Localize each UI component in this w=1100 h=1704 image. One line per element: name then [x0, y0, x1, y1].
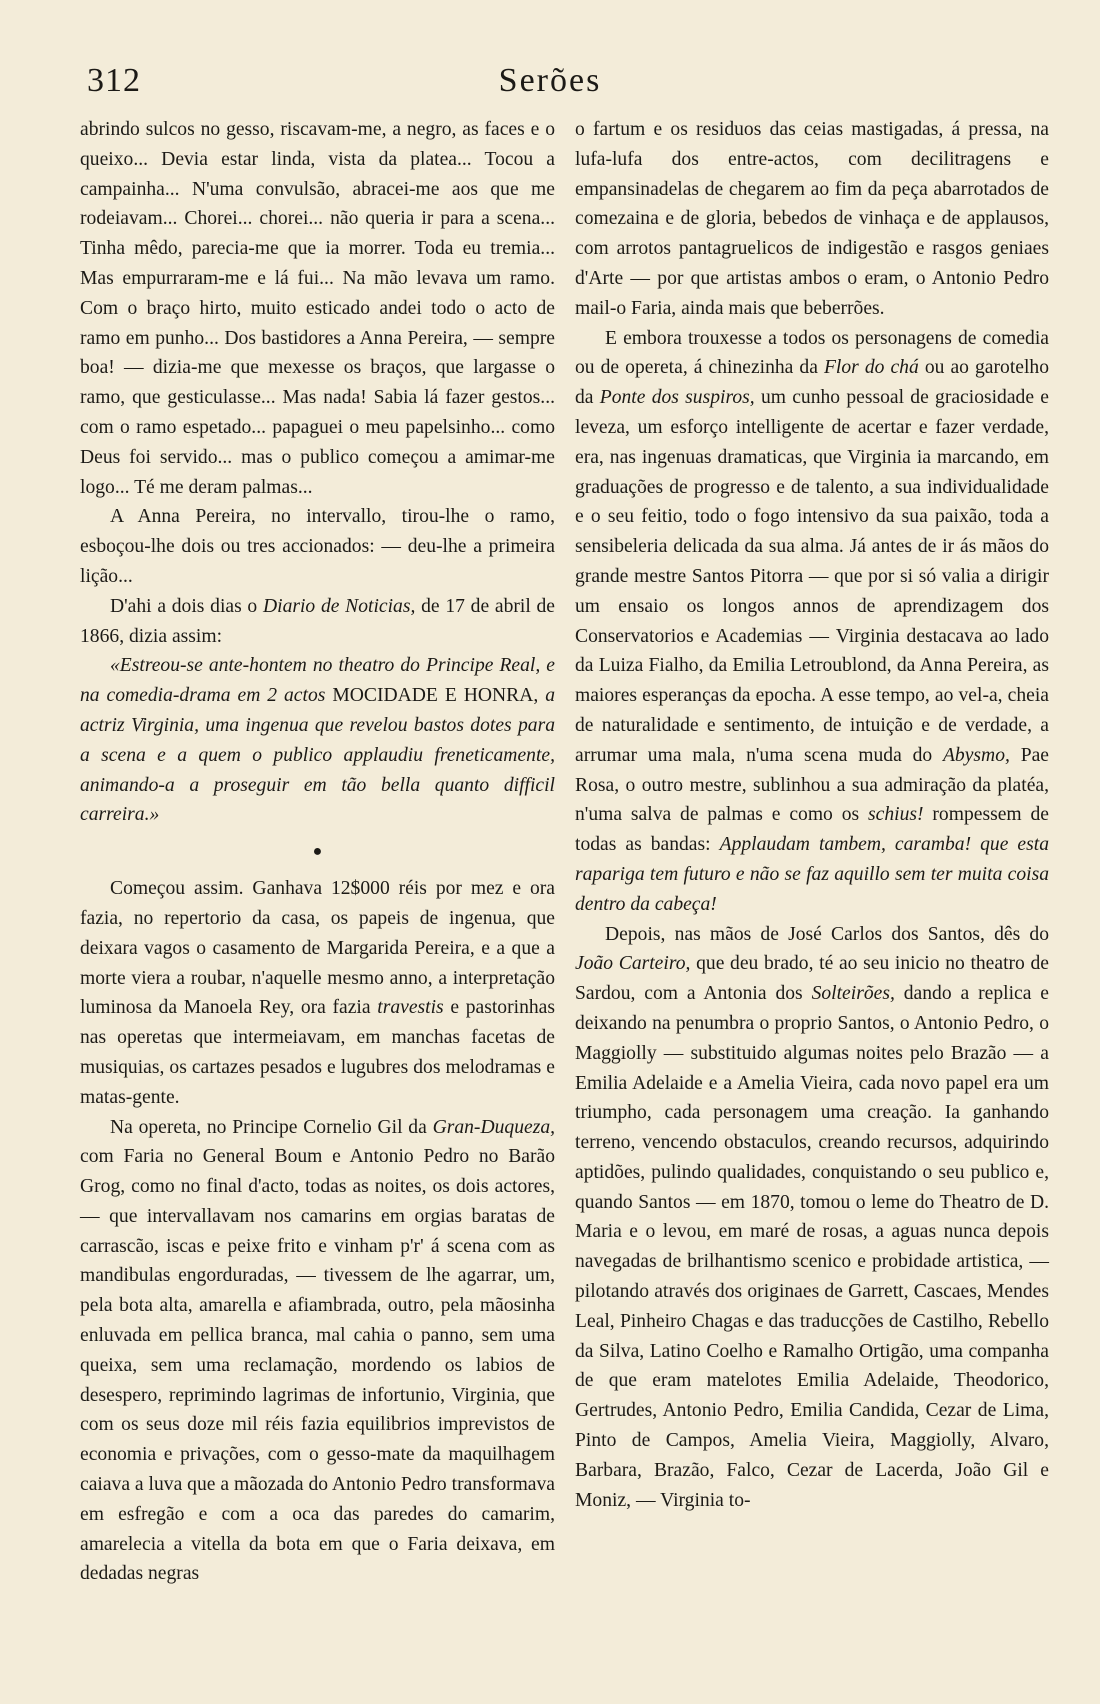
text-run: A Anna Pereira, no intervallo, tirou-lhe o ramo, esboçou-lhe dois ou tres accionados: — deu-lhe a primeira lição... [80, 506, 555, 587]
play-title: Gran-Duqueza, [432, 1116, 556, 1138]
text-run: rompessem de todas as bandas: [575, 804, 1050, 856]
text-run: E embora trouxesse a todos os personagens de comedia ou de opereta, á chinezinha da [575, 327, 1049, 379]
text-run: D'ahi a dois dias o [110, 595, 258, 617]
paragraph [80, 502, 555, 591]
paragraph: o fartum e os residuos das ceias mastigadas, á pressa, na lufa-lufa dos entre-actos, com decilitragens e empansinadelas de chegarem ao fim da peça abarrotados de comezaina e de gloria, bebedos de vinhaça e de applausos, com arrotos pantagruelicos de indigestão e rasgos geniaes d'Arte — por que artistas ambos o eram, o Antonio Pedro mail-o Faria, ainda mais que beberrões. [575, 119, 1049, 319]
italic-term: schius! [868, 804, 924, 826]
play-title: Abysmo, [942, 744, 1010, 766]
text-run: de 17 de abril de 1866, dizia assim: [80, 595, 556, 647]
play-title: Solteirões, [811, 983, 895, 1005]
text-run: «Estreou-se ante-hontem no theatro do Principe Real, e na comedia-drama em 2 actos [80, 655, 555, 707]
text-run: um cunho pessoal de graciosidade e leveza, um esforço intelligente de acertar e fazer verdade, era, nas ingenuas dramaticas, que Virginia ia marcando, em graduações de progresso e de talento, a sua individualidade e o seu feitio, todo o fogo intensivo da sua paixão, toda a sensibeleria delicada da sua alma. Já antes de ir ás mãos do grande mestre Santos Pitorra — que por si só valia a dirigir um ensaio os longos annos de aprendizagem dos Conservatorios e Academias — Virginia destacava ao lado da Luiza Fialho, da Emilia Letroublond, da Anna Pereira, as maiores esperanças da epocha. A esse tempo, ao vel-a, cheia de naturalidade e sentimento, de intuição e de verdade, a arrumar uma mala, n'uma scena muda do [575, 387, 1049, 766]
running-title: Serões [498, 62, 602, 99]
text-run: dando a replica e deixando na penumbra o proprio Santos, o Antonio Pedro, o Maggiolly — substituido algumas noites pelo Brazão — a Emilia Adelaide e a Amelia Vieira, cada novo papel era um triumpho, cada personagem uma creação. Ia ganhando terreno, vencendo obstaculos, creando recursos, adquirindo aptidões, pulindo qualidades, conquistando o seu publico e, quando Santos — em 1870, tomou o leme do Theatro de D. Maria e o levou, em maré de rosas, a aguas nunca depois navegadas de brilhantismo scenico e probidade artistica, — pilotando através dos originaes de Garrett, Cascaes, Mendes Leal, Pinheiro Chagas e das traducções de Castilho, Rebello da Silva, Latino Coelho e Ramalho Ortigão, uma companha de que eram matelotes Emilia Adelaide, Theodorico, Gertrudes, Antonio Pedro, Emilia Candida, Cezar de Lima, Pinto de Campos, Amelia Vieira, Maggiolly, Alvaro, Barbara, Brazão, Falco, Cezar de Lacerda, João Gil e Moniz, — Virginia to- [575, 983, 1050, 1511]
play-title: MOCIDADE E HONRA, [332, 685, 539, 707]
page-header [0, 62, 1100, 108]
newspaper-quote [80, 651, 555, 830]
paragraph [80, 1113, 555, 1590]
text-run: Na opereta, no Principe Cornelio Gil da [110, 1116, 427, 1138]
newspaper-title: Diario de Noticias, [262, 595, 416, 617]
text-run: que deu brado, té ao seu inicio no theatro de Sardou, com a Antonia dos [575, 953, 1049, 1005]
text-run: com Faria no General Boum e Antonio Pedro no Barão Grog, como no final d'acto, todas as noites, os dois actores, — que intervallavam nos camarins em orgias baratas de carrascão, iscas e peixe frito e vinham p'r' á scena com as mandibulas engorduradas, — tivessem de lhe agarrar, um, pela bota alta, amarella e afiambrada, outro, pela mãosinha enluvada em pellica branca, mal cahia o panno, sem uma queixa, sem uma reclamação, mordendo os labios de desespero, reprimindo lagrimas de infortunio, Virginia, que com os seus doze mil réis fazia equilibrios imprevistos de economia e privações, com o gesso-mate da maquilhagem caiava a luva que a mãozada do Antonio Pedro transformava em esfregão e com a oca das paredes do camarim, amarelecia a vitella da bota em que o Faria deixava, em dedadas negras [80, 1146, 555, 1585]
italic-quote: Applaudam tambem, caramba! que esta rapariga tem futuro e não se faz aquillo sem ter muita coisa dentro da cabeça! [575, 834, 1049, 915]
paragraph [575, 920, 1049, 1516]
text-run: ou ao garotelho da [575, 357, 1049, 409]
right-column [575, 115, 1049, 1515]
section-separator: ● [312, 843, 323, 861]
paragraph: abrindo sulcos no gesso, riscavam-me, a negro, as faces e o queixo... Devia estar linda, vista da platea... Tocou a campainha... N'uma convulsão, abracei-me aos que me rodeiavam... Chorei... chorei... não queria ir para a scena... Tinha mêdo, parecia-me que ia morrer. Toda eu tremia... Mas empurraram-me e lá fui... Na mão levava um ramo. Com o braço hirto, muito esticado andei todo o acto de ramo em punho... Dos bastidores a Anna Pereira, — sempre boa! — dizia-me que mexesse os braços, que largasse o ramo, que gesticulasse... Mas nada! Sabia lá fazer gestos... com o ramo espetado... papaguei o meu papelsinho... como Deus foi servido... mas o publico começou a amimar-me logo... Té me deram palmas... [80, 119, 555, 498]
italic-term: travestis [377, 997, 444, 1019]
paragraph [80, 874, 555, 1112]
text-run: e pastorinhas nas operetas que intermeiavam, em manchas facetas de musiquias, os cartazes pesados e lugubres dos melodramas e matas-gente. [80, 997, 555, 1108]
text-run: Depois, nas mãos de José Carlos dos Santos, dês do [605, 923, 1049, 945]
text-run: Começou assim. Ganhava 12$000 réis por mez e ora fazia, no repertorio da casa, os papeis de ingenua, que deixara vagos o casamento de Margarida Pereira, e a que a morte viera a roubar, n'aquelle mesmo anno, a interpretação luminosa da Manoela Rey, ora fazia [80, 878, 555, 1019]
play-title: João Carteiro, [575, 953, 691, 975]
text-run: a actriz Virginia, uma ingenua que revelou bastos dotes para a scena e a quem o publico applaudiu freneticamente, animando-a a proseguir em tão bella quanto difficil carreira.» [80, 685, 556, 826]
left-column [80, 115, 555, 1589]
paragraph [80, 592, 555, 652]
text-run: Pae Rosa, o outro mestre, sublinhou a sua admiração da platéa, n'uma salva de palmas e como os [575, 744, 1049, 826]
play-title: Ponte dos suspiros, [599, 387, 755, 409]
paragraph [575, 324, 1049, 920]
page-number: 312 [87, 62, 141, 99]
play-title: Flor do chá [823, 357, 919, 379]
